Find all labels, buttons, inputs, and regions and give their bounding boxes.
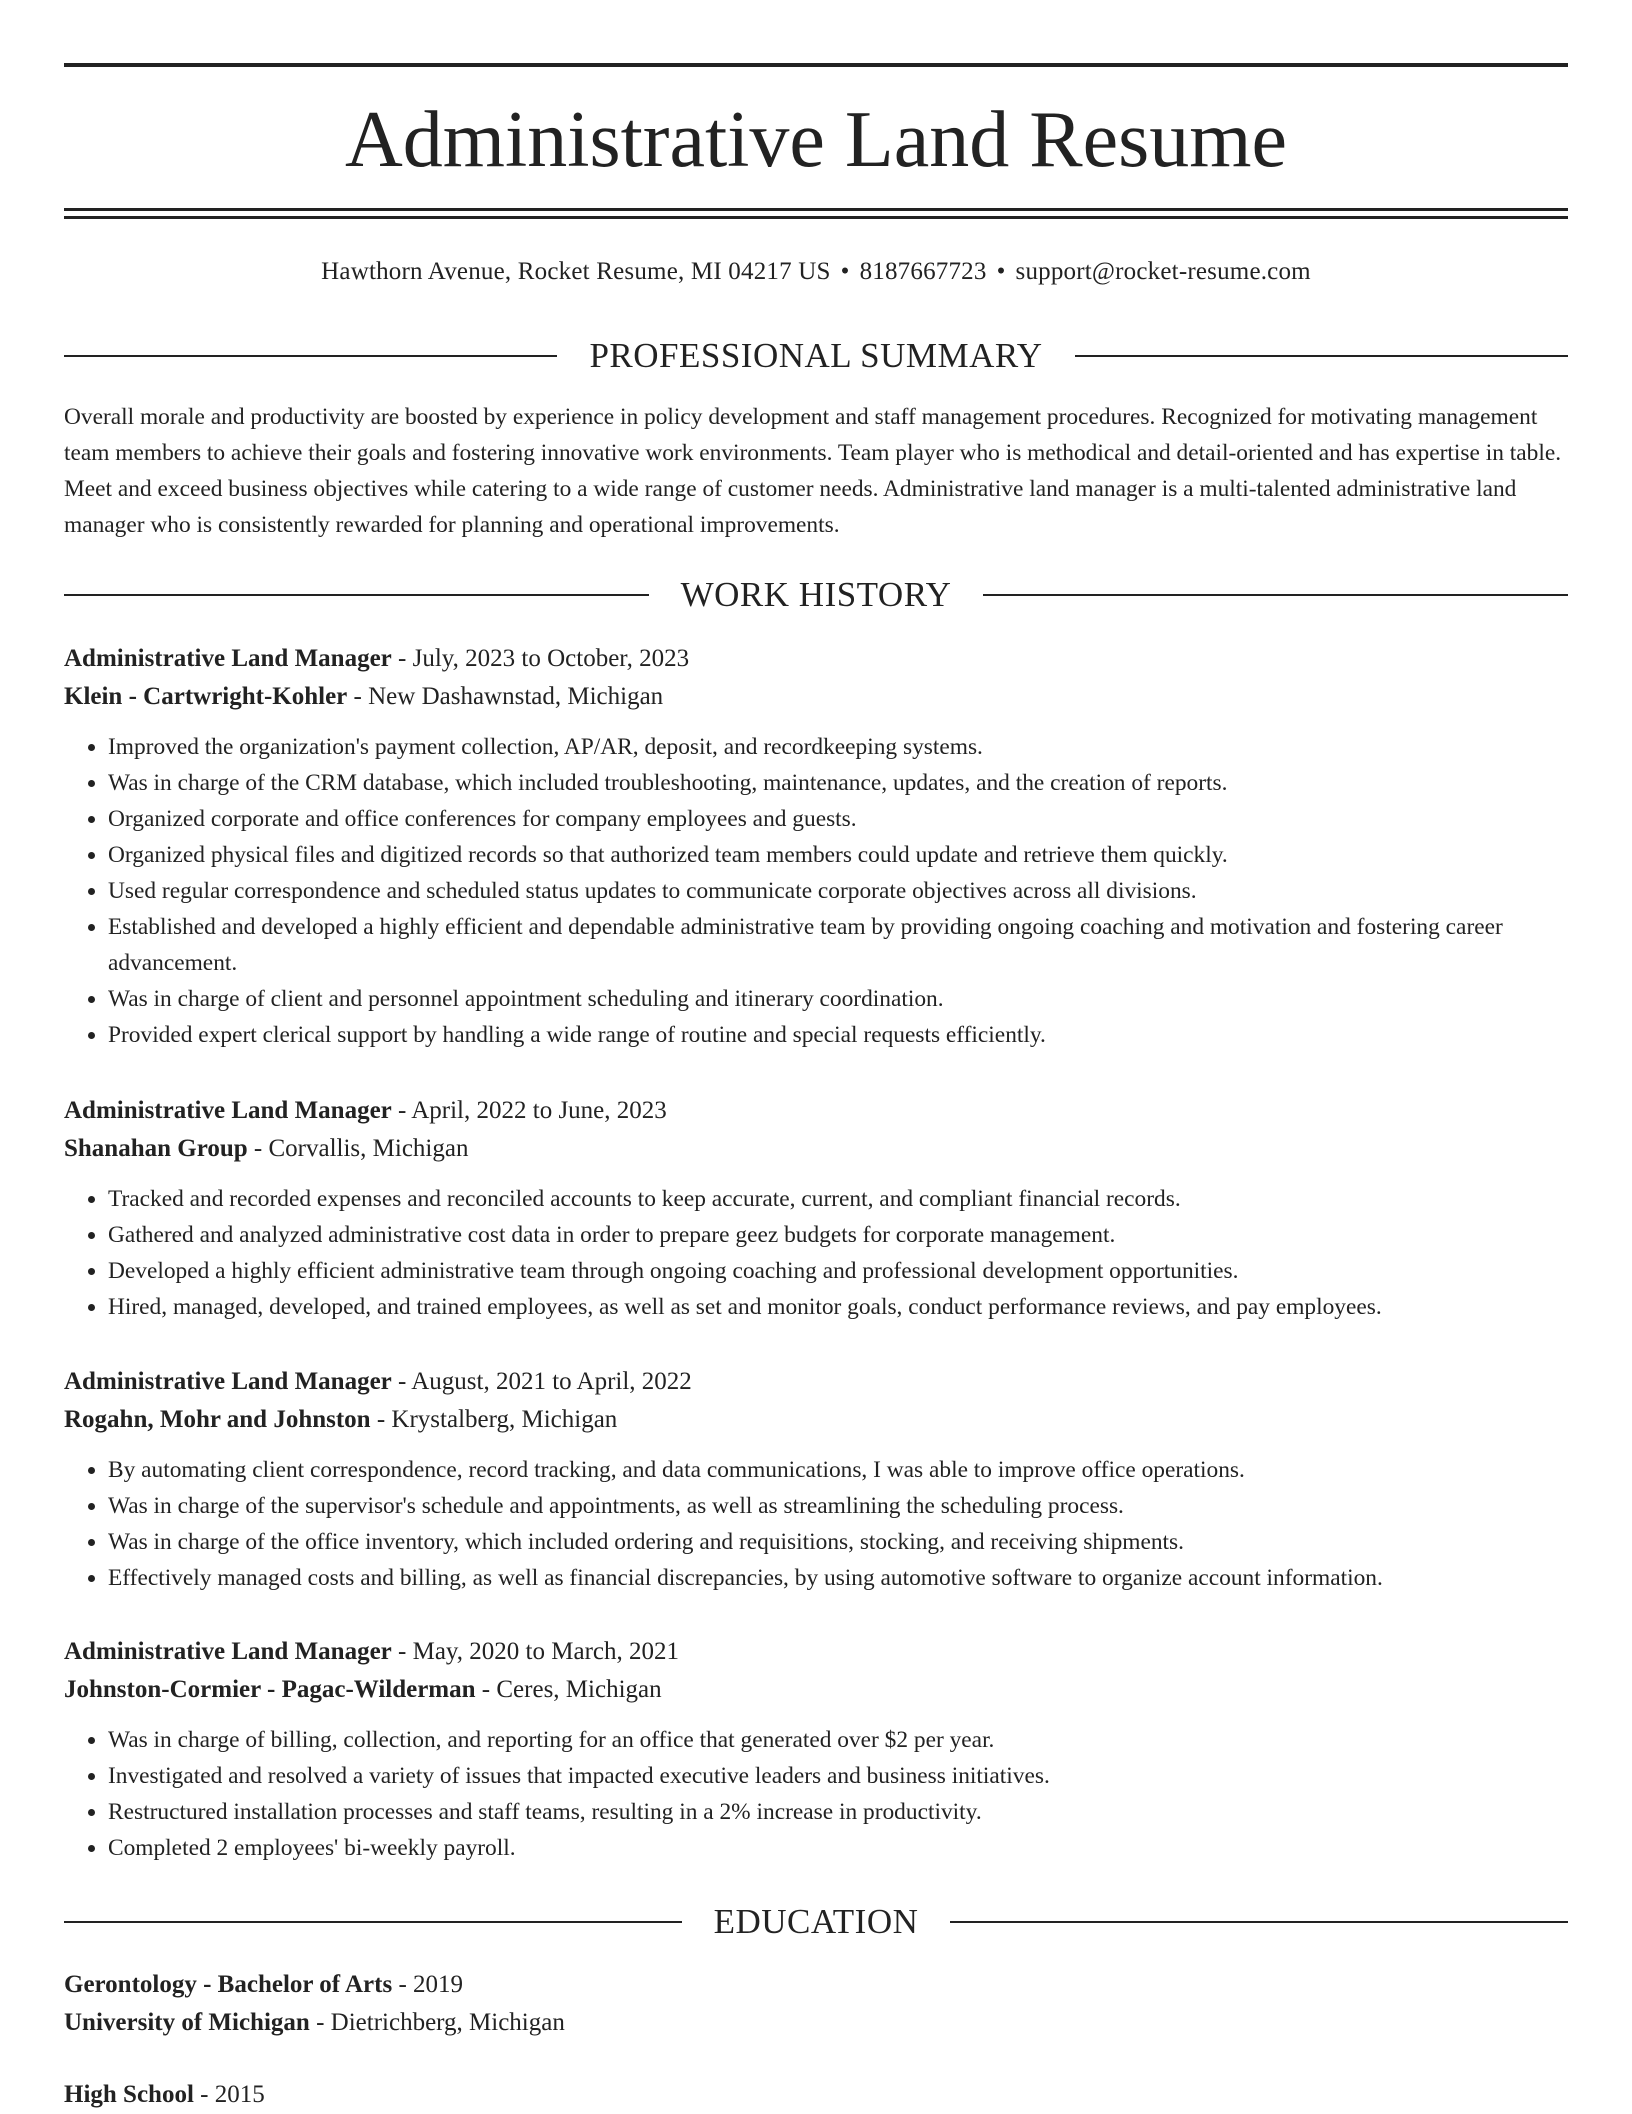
heading-rule-left xyxy=(64,594,649,596)
job-location: Krystalberg, Michigan xyxy=(391,1406,618,1433)
section-title: PROFESSIONAL SUMMARY xyxy=(589,336,1043,375)
job-bullet: • Was in charge of the office inventory, which included ordering and requisitions, stocking, and receiving shipments. xyxy=(108,1524,1568,1560)
job-bullet: • Hired, managed, developed, and trained employees, as well as set and monitor goals, conduct performance reviews, and pay employees. xyxy=(108,1289,1568,1325)
job-dates: May, 2020 to March, 2021 xyxy=(412,1638,680,1665)
dash: - xyxy=(353,683,362,710)
job-company: Klein - Cartwright-Kohler xyxy=(64,683,348,710)
section-heading-education xyxy=(64,1902,1568,1942)
degree-line xyxy=(64,2076,1568,2114)
job-company-line xyxy=(64,1401,1568,1439)
top-rule xyxy=(64,63,1568,67)
job-company: Shanahan Group xyxy=(64,1135,248,1162)
job-entry xyxy=(64,1363,1568,1596)
degree: High School xyxy=(64,2081,194,2108)
job-bullet: • Organized physical files and digitized records so that authorized team members could update and retrieve them quickly. xyxy=(108,837,1568,873)
heading-rule-left xyxy=(64,355,557,357)
job-title-line xyxy=(64,1092,1568,1130)
job-dates: April, 2022 to June, 2023 xyxy=(411,1097,667,1124)
job-bullet: • Effectively managed costs and billing, as well as financial discrepancies, by using automotive software to organize account information. xyxy=(108,1560,1568,1596)
job-bullets xyxy=(64,729,1568,1053)
job-title: Administrative Land Manager xyxy=(64,645,392,672)
job-bullet: • Was in charge of the CRM database, which included troubleshooting, maintenance, updates, and the creation of reports. xyxy=(108,765,1568,801)
contact-phone: 8187667723 xyxy=(859,258,987,285)
summary-text: Overall morale and productivity are boosted by experience in policy development and staff management procedures. Recognized for motivating management team members to achieve their goals and fostering innovative work environments. Team player who is methodical and detail-oriented and has expertise in table. Meet and exceed business objectives while catering to a wide range of customer needs. Administrative land manager is a multi-talented administrative land manager who is consistently rewarded for planning and operational improvements. xyxy=(64,404,1562,538)
job-bullet: • Completed 2 employees' bi-weekly payroll. xyxy=(108,1830,1568,1866)
contact-email: support@rocket-resume.com xyxy=(1015,258,1311,285)
dash: - xyxy=(398,1971,407,1998)
contact-line xyxy=(64,255,1568,289)
heading-rule-right xyxy=(950,1921,1568,1923)
education-entry xyxy=(64,1966,1568,2042)
job-entry xyxy=(64,640,1568,1053)
dash: - xyxy=(398,1638,407,1665)
job-bullet: • Was in charge of billing, collection, and reporting for an office that generated over $2 per year. xyxy=(108,1722,1568,1758)
degree: Gerontology - Bachelor of Arts xyxy=(64,1971,393,1998)
job-company-line xyxy=(64,678,1568,716)
job-company-line xyxy=(64,1130,1568,1168)
section-title: WORK HISTORY xyxy=(680,575,952,614)
section-heading-work-history xyxy=(64,575,1568,615)
job-title-line xyxy=(64,1363,1568,1401)
job-company-line xyxy=(64,1671,1568,1709)
education-entry xyxy=(64,2076,1568,2114)
job-bullet: • Restructured installation processes and staff teams, resulting in a 2% increase in productivity. xyxy=(108,1794,1568,1830)
job-location: New Dashawnstad, Michigan xyxy=(368,683,664,710)
school-location: Dietrichberg, Michigan xyxy=(330,2009,565,2036)
dash: - xyxy=(398,645,407,672)
job-location: Ceres, Michigan xyxy=(496,1676,662,1703)
job-title: Administrative Land Manager xyxy=(64,1368,392,1395)
job-bullet: • Provided expert clerical support by handling a wide range of routine and special requests efficiently. xyxy=(108,1017,1568,1053)
job-bullet: • Organized corporate and office conferences for company employees and guests. xyxy=(108,801,1568,837)
contact-separator: • xyxy=(996,258,1006,285)
job-bullet: • Gathered and analyzed administrative cost data in order to prepare geez budgets for corporate management. xyxy=(108,1217,1568,1253)
dash: - xyxy=(481,1676,491,1703)
job-entry xyxy=(64,1633,1568,1866)
dash: - xyxy=(398,1368,407,1395)
resume-title: Administrative Land Resume xyxy=(344,96,1288,184)
dash: - xyxy=(253,1135,263,1162)
section-title: EDUCATION xyxy=(713,1902,919,1941)
job-title-line xyxy=(64,640,1568,678)
school: University of Michigan xyxy=(64,2009,310,2036)
job-bullet: • Tracked and recorded expenses and reconciled accounts to keep accurate, current, and compliant financial records. xyxy=(108,1181,1568,1217)
degree-line xyxy=(64,1966,1568,2004)
heading-rule-right xyxy=(983,594,1568,596)
heading-rule-right xyxy=(1075,355,1568,357)
dash: - xyxy=(316,2009,325,2036)
job-dates: July, 2023 to October, 2023 xyxy=(412,645,690,672)
heading-rule-left xyxy=(64,1921,682,1923)
contact-address: Hawthorn Avenue, Rocket Resume, MI 04217 US xyxy=(321,258,831,285)
job-bullets xyxy=(64,1452,1568,1596)
graduation-year: 2015 xyxy=(214,2081,265,2108)
job-bullet: • Was in charge of the supervisor's schedule and appointments, as well as streamlining the scheduling process. xyxy=(108,1488,1568,1524)
job-title-line xyxy=(64,1633,1568,1671)
dash: - xyxy=(376,1406,386,1433)
contact-separator: • xyxy=(840,258,850,285)
job-bullets xyxy=(64,1722,1568,1866)
job-company: Johnston-Cormier - Pagac-Wilderman xyxy=(64,1676,476,1703)
dash: - xyxy=(398,1097,407,1124)
job-company: Rogahn, Mohr and Johnston xyxy=(64,1406,371,1433)
job-location: Corvallis, Michigan xyxy=(268,1135,469,1162)
job-bullet: • Investigated and resolved a variety of issues that impacted executive leaders and business initiatives. xyxy=(108,1758,1568,1794)
dash: - xyxy=(200,2081,209,2108)
job-bullet: • Improved the organization's payment collection, AP/AR, deposit, and recordkeeping systems. xyxy=(108,729,1568,765)
job-dates: August, 2021 to April, 2022 xyxy=(411,1368,692,1395)
school-line xyxy=(64,2004,1568,2042)
title-rule-lower xyxy=(64,216,1568,219)
graduation-year: 2019 xyxy=(413,1971,464,1998)
job-bullet: • Was in charge of client and personnel appointment scheduling and itinerary coordination. xyxy=(108,981,1568,1017)
job-bullet: • Used regular correspondence and scheduled status updates to communicate corporate objectives across all divisions. xyxy=(108,873,1568,909)
job-bullet: • Established and developed a highly efficient and dependable administrative team by providing ongoing coaching and motivation and fostering career advancement. xyxy=(108,909,1568,981)
job-bullet: • By automating client correspondence, record tracking, and data communications, I was able to improve office operations. xyxy=(108,1452,1568,1488)
title-rule-upper xyxy=(64,208,1568,211)
job-bullet: • Developed a highly efficient administrative team through ongoing coaching and professional development opportunities. xyxy=(108,1253,1568,1289)
section-heading-summary xyxy=(64,336,1568,376)
job-bullets xyxy=(64,1181,1568,1325)
job-title: Administrative Land Manager xyxy=(64,1638,392,1665)
job-entry xyxy=(64,1092,1568,1325)
job-title: Administrative Land Manager xyxy=(64,1097,392,1124)
